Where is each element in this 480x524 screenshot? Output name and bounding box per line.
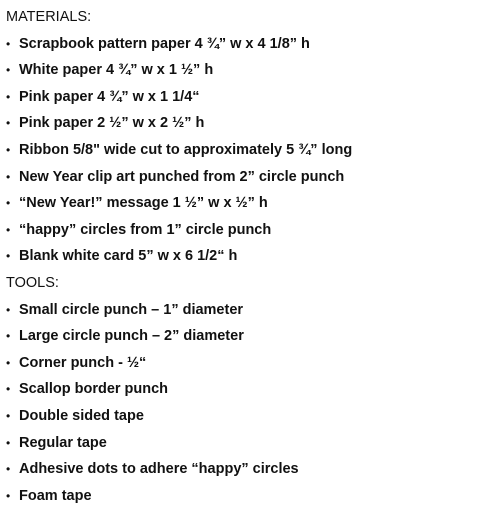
bullet-icon: •	[6, 488, 11, 503]
list-item	[0, 403, 480, 430]
list-item	[0, 57, 480, 84]
bullet-icon: •	[6, 63, 11, 78]
item-text: Pink paper 2 ½” w x 2 ½” h	[19, 115, 205, 132]
list-item	[0, 31, 480, 58]
bullet-icon: •	[6, 435, 11, 450]
list-item	[0, 243, 480, 270]
item-text: Large circle punch – 2” diameter	[19, 328, 244, 345]
bullet-icon: •	[6, 196, 11, 211]
bullet-icon: •	[6, 249, 11, 264]
list-item	[0, 84, 480, 111]
bullet-icon: •	[6, 222, 11, 237]
list-item	[0, 297, 480, 324]
list-item	[0, 217, 480, 244]
bullet-icon: •	[6, 36, 11, 51]
item-text: Small circle punch – 1” diameter	[19, 301, 244, 318]
materials-list	[0, 31, 480, 270]
tools-heading: TOOLS:	[6, 274, 59, 291]
item-text: Double sided tape	[19, 407, 144, 424]
item-text: Scrapbook pattern paper 4 ¾” w x 4 1/8” h	[19, 35, 310, 52]
bullet-icon: •	[6, 142, 11, 157]
bullet-icon: •	[6, 355, 11, 370]
item-text: “New Year!” message 1 ½” w x ½” h	[19, 195, 268, 212]
item-text: Foam tape	[19, 487, 92, 504]
item-text: Adhesive dots to adhere “happy” circles	[19, 461, 299, 478]
bullet-icon: •	[6, 329, 11, 344]
item-text: Corner punch - ½“	[19, 354, 147, 371]
item-text: Ribbon 5/8" wide cut to approximately 5 ¾” long	[19, 141, 353, 158]
item-text: Scallop border punch	[19, 381, 169, 398]
bullet-icon: •	[6, 302, 11, 317]
materials-heading: MATERIALS:	[6, 9, 92, 25]
item-text: “happy” circles from 1” circle punch	[19, 221, 272, 238]
list-item	[0, 456, 480, 483]
list-item	[0, 430, 480, 457]
list-item	[0, 190, 480, 217]
list-item	[0, 137, 480, 164]
item-text: Regular tape	[19, 434, 107, 451]
bullet-icon: •	[6, 462, 11, 477]
list-item	[0, 483, 480, 510]
bullet-icon: •	[6, 89, 11, 104]
item-text: Blank white card 5” w x 6 1/2“ h	[19, 248, 238, 265]
bullet-icon: •	[6, 408, 11, 423]
bullet-icon: •	[6, 116, 11, 131]
bullet-icon: •	[6, 169, 11, 184]
list-item	[0, 376, 480, 403]
item-text: New Year clip art punched from 2” circle punch	[19, 168, 345, 185]
item-text: Pink paper 4 ¾” w x 1 1/4“	[19, 88, 200, 105]
list-item	[0, 164, 480, 191]
item-text: White paper 4 ¾” w x 1 ½” h	[19, 62, 214, 79]
list-item	[0, 350, 480, 377]
bullet-icon: •	[6, 382, 11, 397]
list-item	[0, 110, 480, 137]
tools-list	[0, 297, 480, 510]
list-item	[0, 323, 480, 350]
